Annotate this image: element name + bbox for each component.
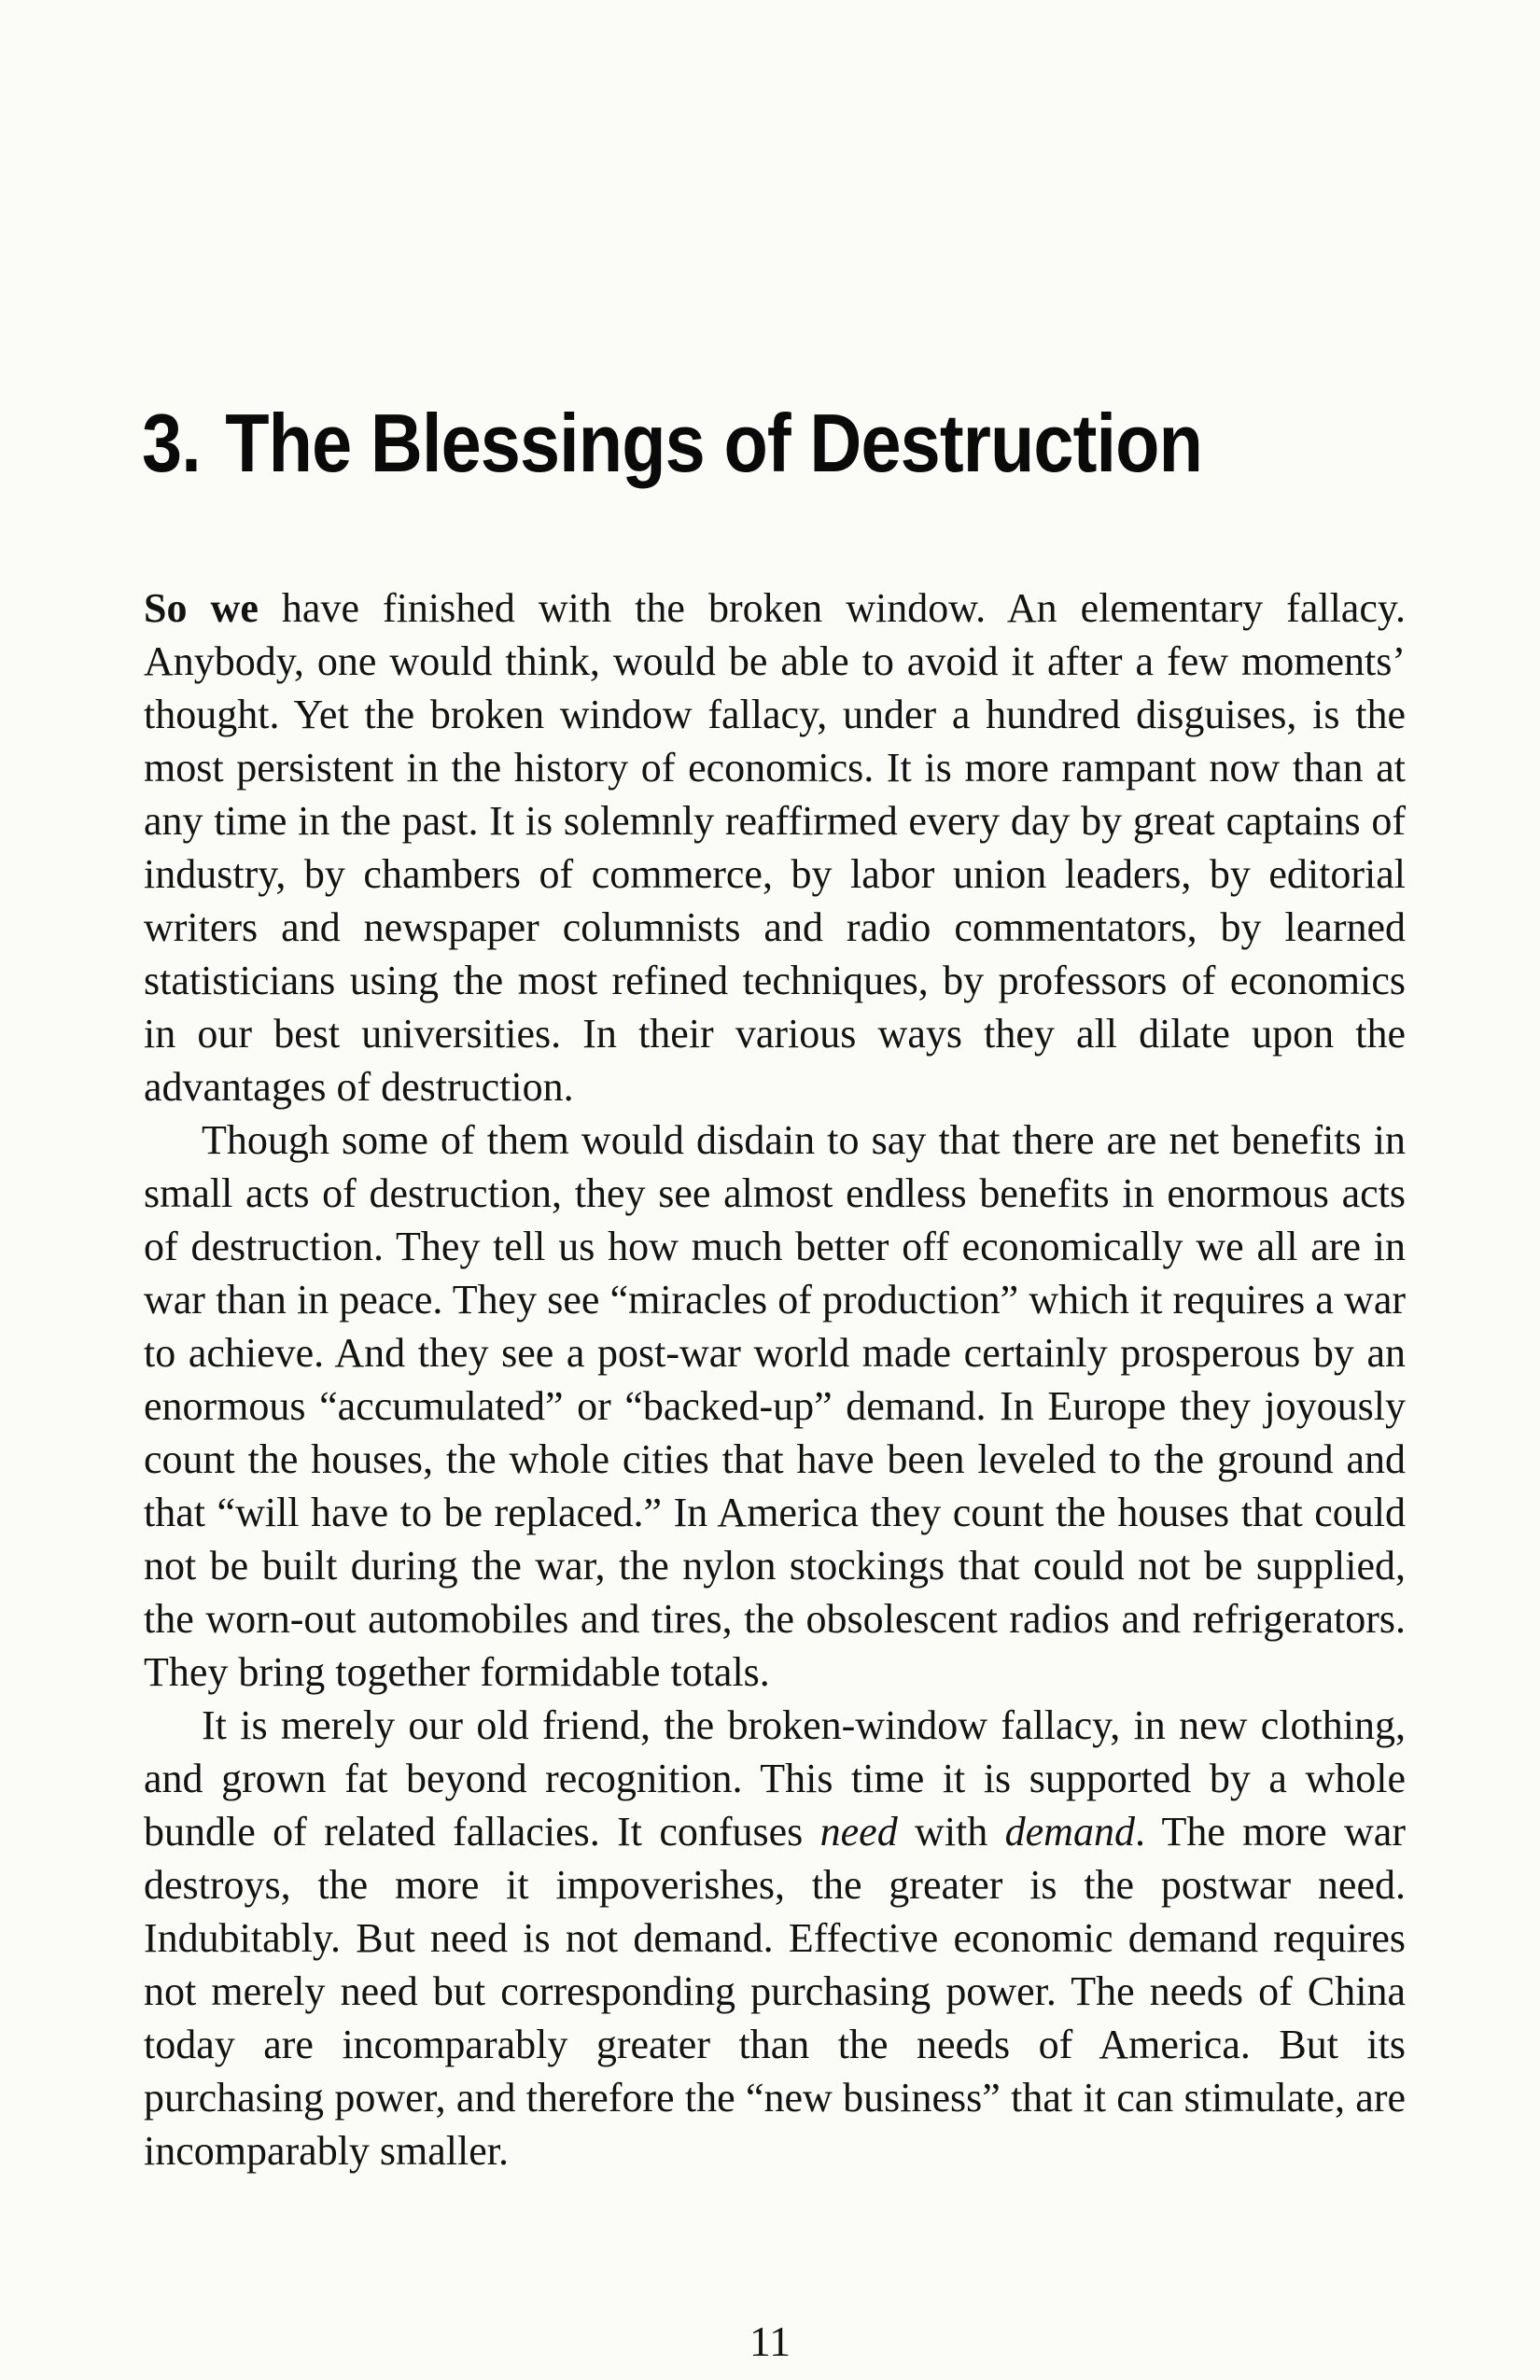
chapter-number: 3. [142, 397, 201, 489]
text-run-italic: need [819, 1809, 898, 1855]
text-run-normal: It is merely our old friend, the broken-window fallacy, in new clothing, and grown fat beyond recognition. This time it is supported by a whole bundle of related fallacies. It confuses [144, 1702, 1406, 1855]
chapter-title [142, 399, 1202, 489]
paragraph [144, 1699, 1406, 2177]
paragraph [144, 1113, 1406, 1699]
chapter-name: The Blessings of Destruction [225, 397, 1203, 489]
text-run-normal: have finished with the broken window. An elementary fallacy. Anybody, one would think, would be able to avoid it after a few moments’ thought. Yet the broken window fallacy, under a hundred disguises, is the most persistent in the history of economics. It is more rampant now than at any time in the past. It is solemnly reaffirmed every day by great captains of industry, by chambers of commerce, by labor union leaders, by editorial writers and newspaper columnists and radio commentators, by learned statisticians using the most refined techniques, by professors of economics in our best universities. In their various ways they all dilate upon the advantages of destruction. [144, 585, 1407, 1110]
text-run-normal: Though some of them would disdain to say that there are net benefits in small acts of destruction, they see almost endless benefits in enormous acts of destruction. They tell us how much better off economically we all are in war than in peace. They see “miracles of production” which it requires a war to achieve. And they see a post-war world made certainly prosperous by an enormous “accumulated” or “backed-up” demand. In Europe they joyously count the houses, the whole cities that have been leveled to the ground and that “will have to be replaced.” In America they count the houses that could not be built during the war, the nylon stockings that could not be supplied, the worn-out automobiles and tires, the obsolescent radios and refrigerators. They bring together formidable totals. [144, 1117, 1406, 1695]
page-number: 11 [749, 2317, 791, 2365]
body-text [144, 581, 1406, 2177]
text-run-italic: demand [1004, 1809, 1135, 1855]
text-run-normal: with [897, 1809, 1005, 1855]
text-run-bold: So we [144, 585, 259, 631]
paragraph [144, 581, 1406, 1113]
text-run-normal: . The more war destroys, the more it impoverishes, the greater is the postwar need. Indubitably. But need is not demand. Effective economic demand requires not merely need but corresponding purchasing power. The needs of China today are incomparably greater than the needs of America. But its purchasing power, and therefore the “new business” that it can stimulate, are incomparably smaller. [144, 1809, 1406, 2174]
